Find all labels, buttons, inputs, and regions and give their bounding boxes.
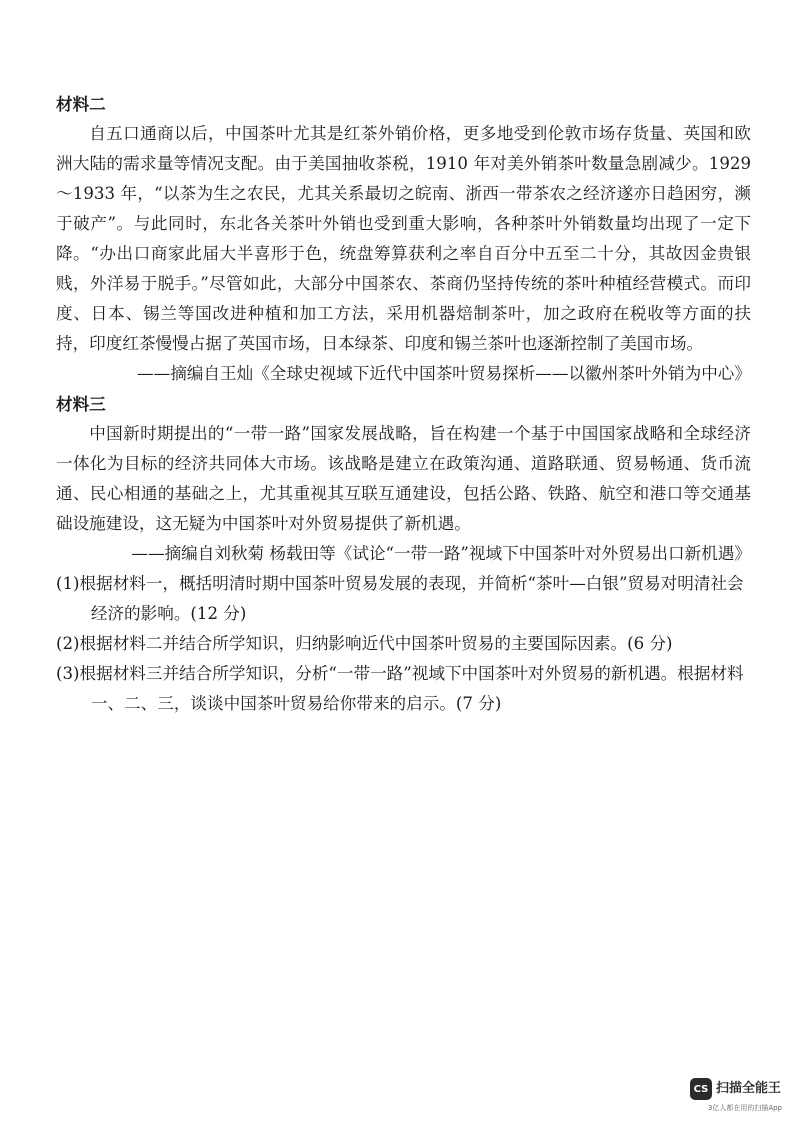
camscanner-logo-icon: CS [690,1078,712,1100]
watermark-app-name: 扫描全能王 [716,1081,782,1096]
question-list [56,569,751,719]
document-content [56,89,751,719]
material-2-heading: 材料二 [56,94,106,114]
scanner-watermark [690,1074,782,1114]
question-1: (1)根据材料一，概括明清时期中国茶叶贸易发展的表现，并简析“茶叶—白银”贸易对明清社会经济的影响。(12 分) [56,574,744,623]
question-3: (3)根据材料三并结合所学知识，分析“一带一路”视域下中国茶叶对外贸易的新机遇。根据材料一、二、三，谈谈中国茶叶贸易给你带来的启示。(7 分) [56,664,744,713]
material-3-heading: 材料三 [56,394,106,414]
watermark-slogan: 3亿人都在用的扫描App [707,1104,782,1112]
material-2-source: ——摘编自王灿《全球史视域下近代中国茶叶贸易探析——以徽州茶叶外销为中心》 [137,364,751,383]
material-3-source: ——摘编自刘秋菊 杨载田等《试论“一带一路”视域下中国茶叶对外贸易出口新机遇》 [131,544,751,563]
question-2: (2)根据材料二并结合所学知识，归纳影响近代中国茶叶贸易的主要国际因素。(6 分) [56,634,673,653]
material-2-text: 自五口通商以后，中国茶叶尤其是红茶外销价格，更多地受到伦敦市场存货量、英国和欧洲大陆的需求量等情况支配。由于美国抽收茶税，1910 年对美外销茶叶数量急剧减少。1929～1933 年，“以茶为生之农民，尤其关系最切之皖南、浙西一带茶农之经济遂亦日趋困穷，濒于破产”。与此同时，东北各关茶叶外销也受到重大影响，各种茶叶外销数量均出现了一定下降。“办出口商家此届大半喜形于色，统盘筹算获利之率自百分中五至二十分，其故因金贵银贱，外洋易于脱手。”尽管如此，大部分中国茶农、茶商仍坚持传统的茶叶种植经营模式。而印度、日本、锡兰等国改进种植和加工方法，采用机器焙制茶叶，加之政府在税收等方面的扶持，印度红茶慢慢占据了英国市场，日本绿茶、印度和锡兰茶叶也逐渐控制了美国市场。 [56,124,751,353]
material-3-text: 中国新时期提出的“一带一路”国家发展战略，旨在构建一个基于中国国家战略和全球经济一体化为目标的经济共同体大市场。该战略是建立在政策沟通、道路联通、贸易畅通、货币流通、民心相通的基础之上，尤其重视其互联互通建设，包括公路、铁路、航空和港口等交通基础设施建设，这无疑为中国茶叶对外贸易提供了新机遇。 [56,424,751,533]
